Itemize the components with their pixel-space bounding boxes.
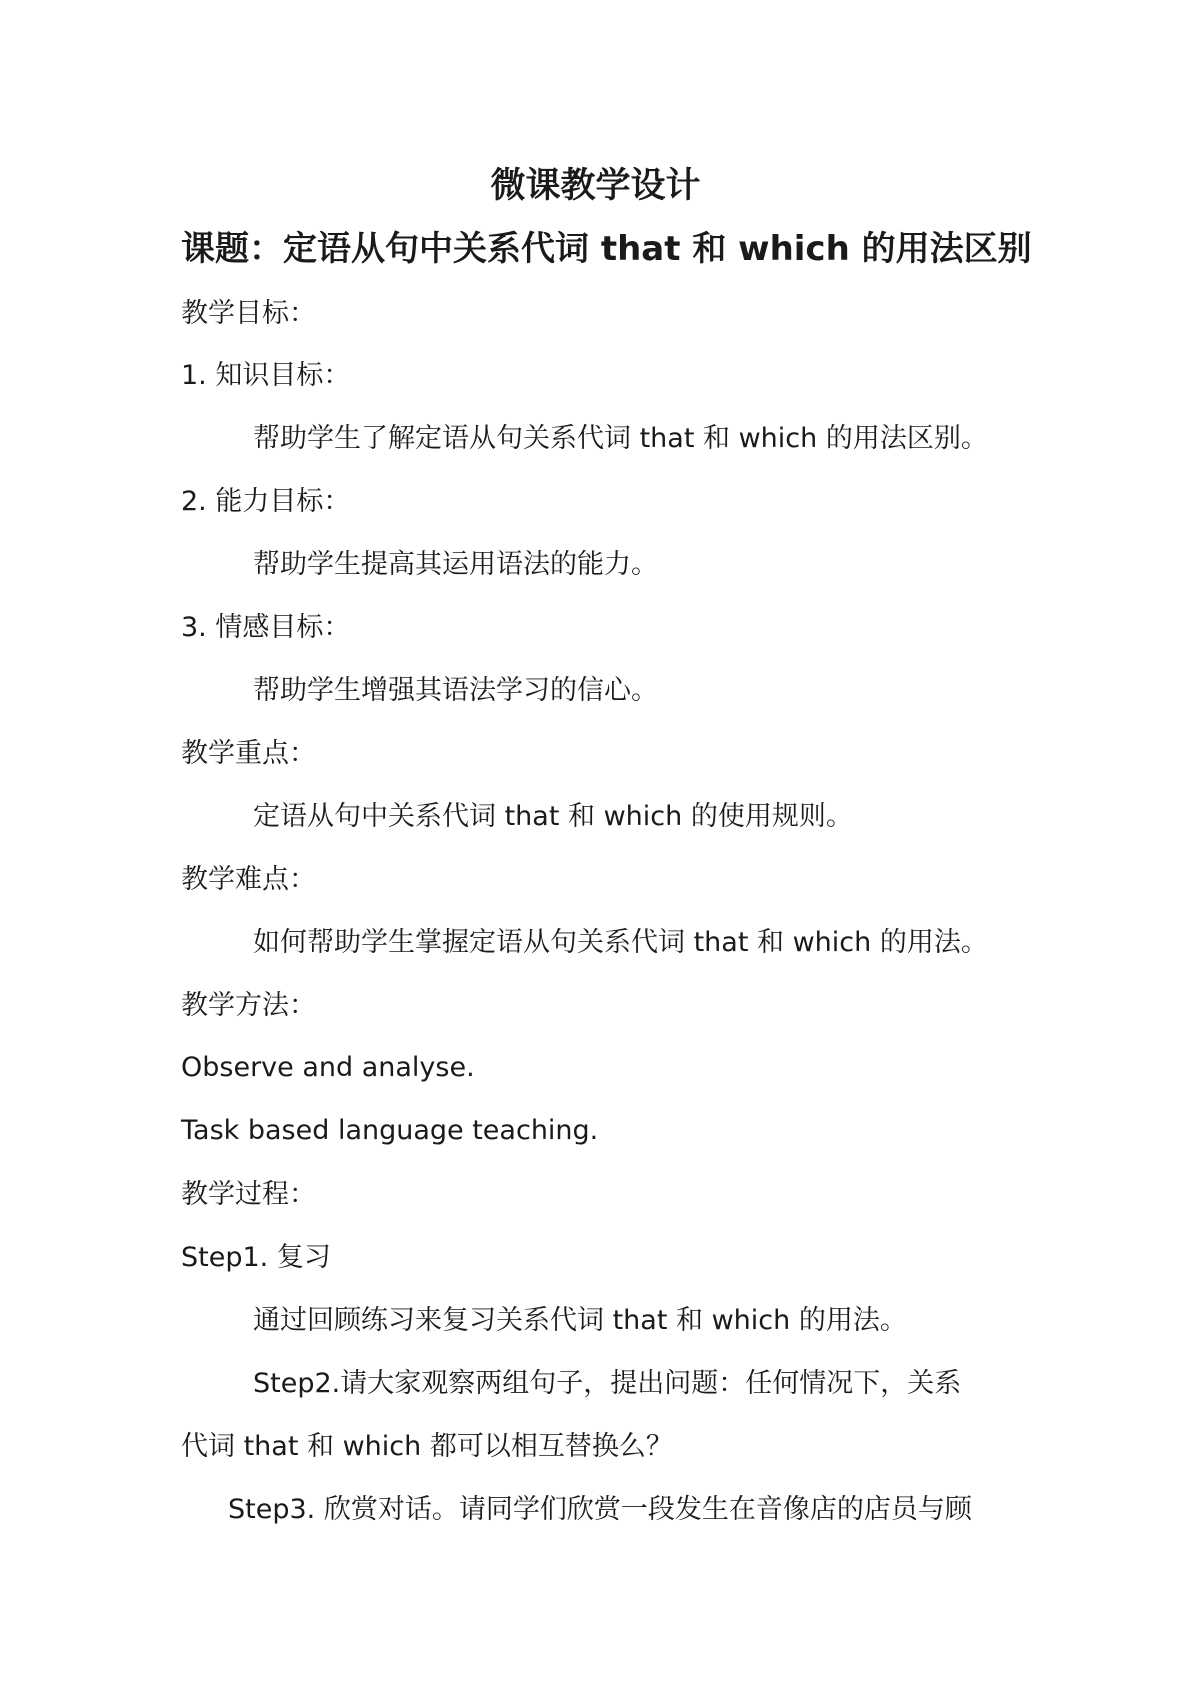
objective-3-label: 3. 情感目标： bbox=[181, 612, 351, 643]
heading-process: 教学过程： bbox=[181, 1179, 316, 1210]
objective-2-label: 2. 能力目标： bbox=[181, 486, 351, 517]
heading-methods: 教学方法： bbox=[181, 990, 316, 1021]
document-title: 微课教学设计 bbox=[490, 165, 701, 206]
heading-difficulties: 教学难点： bbox=[181, 864, 316, 895]
heading-objectives: 教学目标： bbox=[181, 298, 316, 329]
step-1-label: Step1. 复习 bbox=[181, 1242, 331, 1273]
heading-key-points: 教学重点： bbox=[181, 738, 316, 769]
step-1-text: 通过回顾练习来复习关系代词 that 和 which 的用法。 bbox=[253, 1305, 907, 1336]
document-subject: 课题：定语从句中关系代词 that 和 which 的用法区别 bbox=[181, 229, 1032, 269]
objective-1-label: 1. 知识目标： bbox=[181, 360, 351, 391]
step-2-text: Step2.请大家观察两组句子，提出问题：任何情况下，关系 bbox=[253, 1368, 962, 1399]
objective-3-text: 帮助学生增强其语法学习的信心。 bbox=[253, 675, 658, 706]
objective-2-text: 帮助学生提高其运用语法的能力。 bbox=[253, 549, 658, 580]
objective-1-text: 帮助学生了解定语从句关系代词 that 和 which 的用法区别。 bbox=[253, 423, 988, 454]
difficulties-text: 如何帮助学生掌握定语从句关系代词 that 和 which 的用法。 bbox=[253, 927, 988, 958]
method-2-text: Task based language teaching. bbox=[181, 1115, 599, 1146]
step-3-text: Step3. 欣赏对话。请同学们欣赏一段发生在音像店的店员与顾 bbox=[228, 1494, 972, 1525]
key-points-text: 定语从句中关系代词 that 和 which 的使用规则。 bbox=[253, 801, 853, 832]
step-2-text-continued: 代词 that 和 which 都可以相互替换么？ bbox=[181, 1431, 673, 1462]
method-1-text: Observe and analyse. bbox=[181, 1052, 475, 1083]
